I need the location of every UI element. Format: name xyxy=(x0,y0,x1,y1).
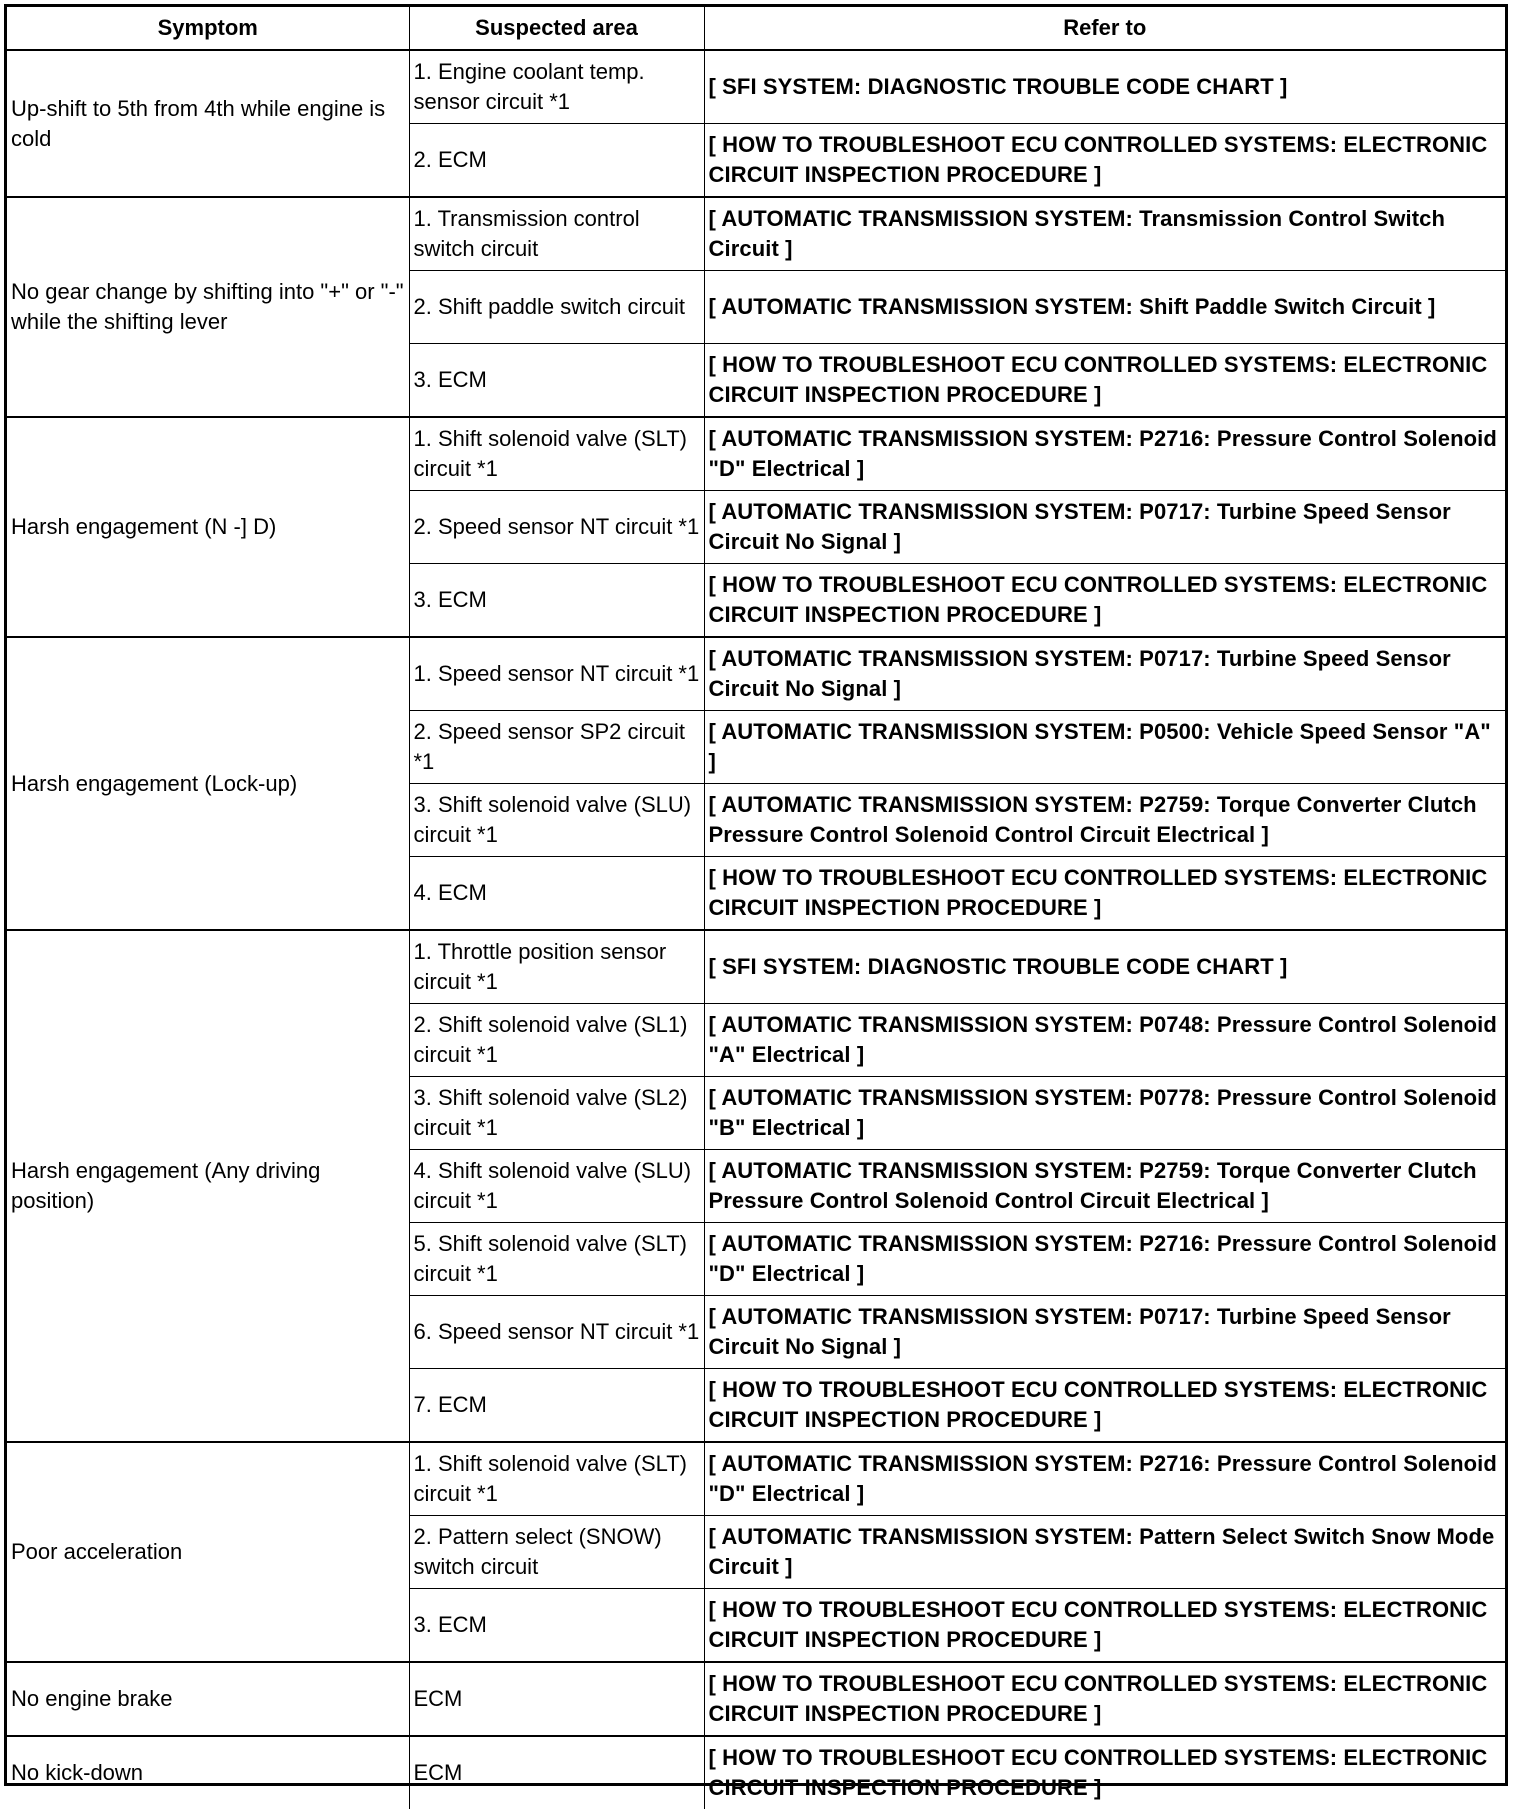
suspected-area-cell: 2. Shift solenoid valve (SL1) circuit *1 xyxy=(409,1004,704,1077)
table-row xyxy=(7,197,1505,271)
table-row xyxy=(7,1736,1505,1809)
refer-to-link[interactable]: [ HOW TO TROUBLESHOOT ECU CONTROLLED SYSTEMS: ELECTRONIC CIRCUIT INSPECTION PROCEDURE ] xyxy=(704,1589,1505,1663)
refer-to-link[interactable]: [ AUTOMATIC TRANSMISSION SYSTEM: P2759: Torque Converter Clutch Pressure Control Solenoid Control Circuit Electrical ] xyxy=(704,1150,1505,1223)
table-row xyxy=(7,1442,1505,1516)
suspected-area-cell: ECM xyxy=(409,1736,704,1809)
suspected-area-cell: 2. ECM xyxy=(409,124,704,198)
suspected-area-cell: 4. Shift solenoid valve (SLU) circuit *1 xyxy=(409,1150,704,1223)
refer-to-link[interactable]: [ HOW TO TROUBLESHOOT ECU CONTROLLED SYSTEMS: ELECTRONIC CIRCUIT INSPECTION PROCEDURE ] xyxy=(704,1662,1505,1736)
problem-symptoms-table-frame xyxy=(4,4,1508,1800)
suspected-area-cell: 2. Pattern select (SNOW) switch circuit xyxy=(409,1516,704,1589)
refer-to-link[interactable]: [ HOW TO TROUBLESHOOT ECU CONTROLLED SYSTEMS: ELECTRONIC CIRCUIT INSPECTION PROCEDURE ] xyxy=(704,124,1505,198)
refer-to-link[interactable]: [ AUTOMATIC TRANSMISSION SYSTEM: P0717: Turbine Speed Sensor Circuit No Signal ] xyxy=(704,491,1505,564)
suspected-area-cell: 2. Speed sensor NT circuit *1 xyxy=(409,491,704,564)
suspected-area-cell: 1. Throttle position sensor circuit *1 xyxy=(409,930,704,1004)
suspected-area-cell: 3. ECM xyxy=(409,564,704,638)
suspected-area-cell: 5. Shift solenoid valve (SLT) circuit *1 xyxy=(409,1223,704,1296)
refer-to-link[interactable]: [ AUTOMATIC TRANSMISSION SYSTEM: Pattern Select Switch Snow Mode Circuit ] xyxy=(704,1516,1505,1589)
table-header-row xyxy=(7,7,1505,50)
symptom-cell: Harsh engagement (N -] D) xyxy=(7,417,409,637)
suspected-area-cell: 2. Shift paddle switch circuit xyxy=(409,271,704,344)
refer-to-link[interactable]: [ SFI SYSTEM: DIAGNOSTIC TROUBLE CODE CHART ] xyxy=(704,930,1505,1004)
suspected-area-cell: 2. Speed sensor SP2 circuit *1 xyxy=(409,711,704,784)
refer-to-link[interactable]: [ AUTOMATIC TRANSMISSION SYSTEM: P0778: Pressure Control Solenoid "B" Electrical ] xyxy=(704,1077,1505,1150)
symptom-cell: Poor acceleration xyxy=(7,1442,409,1662)
header-refer-to: Refer to xyxy=(704,7,1505,50)
suspected-area-cell: 3. Shift solenoid valve (SL2) circuit *1 xyxy=(409,1077,704,1150)
table-row xyxy=(7,930,1505,1004)
refer-to-link[interactable]: [ AUTOMATIC TRANSMISSION SYSTEM: P0717: Turbine Speed Sensor Circuit No Signal ] xyxy=(704,1296,1505,1369)
refer-to-link[interactable]: [ AUTOMATIC TRANSMISSION SYSTEM: P2759: Torque Converter Clutch Pressure Control Solenoid Control Circuit Electrical ] xyxy=(704,784,1505,857)
header-suspected-area: Suspected area xyxy=(409,7,704,50)
suspected-area-cell: 1. Engine coolant temp. sensor circuit *1 xyxy=(409,50,704,124)
refer-to-link[interactable]: [ HOW TO TROUBLESHOOT ECU CONTROLLED SYSTEMS: ELECTRONIC CIRCUIT INSPECTION PROCEDURE ] xyxy=(704,1369,1505,1443)
refer-to-link[interactable]: [ HOW TO TROUBLESHOOT ECU CONTROLLED SYSTEMS: ELECTRONIC CIRCUIT INSPECTION PROCEDURE ] xyxy=(704,344,1505,418)
symptom-cell: Harsh engagement (Lock-up) xyxy=(7,637,409,930)
header-symptom: Symptom xyxy=(7,7,409,50)
symptom-cell: Up-shift to 5th from 4th while engine is cold xyxy=(7,50,409,197)
table-row xyxy=(7,417,1505,491)
refer-to-link[interactable]: [ AUTOMATIC TRANSMISSION SYSTEM: P0748: Pressure Control Solenoid "A" Electrical ] xyxy=(704,1004,1505,1077)
refer-to-link[interactable]: [ HOW TO TROUBLESHOOT ECU CONTROLLED SYSTEMS: ELECTRONIC CIRCUIT INSPECTION PROCEDURE ] xyxy=(704,564,1505,638)
refer-to-link[interactable]: [ SFI SYSTEM: DIAGNOSTIC TROUBLE CODE CHART ] xyxy=(704,50,1505,124)
symptom-cell: No engine brake xyxy=(7,1662,409,1736)
table-body xyxy=(7,50,1505,1809)
suspected-area-cell: 3. ECM xyxy=(409,344,704,418)
refer-to-link[interactable]: [ HOW TO TROUBLESHOOT ECU CONTROLLED SYSTEMS: ELECTRONIC CIRCUIT INSPECTION PROCEDURE ] xyxy=(704,857,1505,931)
refer-to-link[interactable]: [ AUTOMATIC TRANSMISSION SYSTEM: P2716: Pressure Control Solenoid "D" Electrical ] xyxy=(704,1223,1505,1296)
refer-to-link[interactable]: [ AUTOMATIC TRANSMISSION SYSTEM: P2716: Pressure Control Solenoid "D" Electrical ] xyxy=(704,417,1505,491)
problem-symptoms-table xyxy=(7,7,1505,1809)
refer-to-link[interactable]: [ AUTOMATIC TRANSMISSION SYSTEM: Transmission Control Switch Circuit ] xyxy=(704,197,1505,271)
refer-to-link[interactable]: [ AUTOMATIC TRANSMISSION SYSTEM: P2716: Pressure Control Solenoid "D" Electrical ] xyxy=(704,1442,1505,1516)
suspected-area-cell: 1. Speed sensor NT circuit *1 xyxy=(409,637,704,711)
refer-to-link[interactable]: [ AUTOMATIC TRANSMISSION SYSTEM: P0717: Turbine Speed Sensor Circuit No Signal ] xyxy=(704,637,1505,711)
refer-to-link[interactable]: [ AUTOMATIC TRANSMISSION SYSTEM: P0500: Vehicle Speed Sensor "A" ] xyxy=(704,711,1505,784)
table-row xyxy=(7,637,1505,711)
refer-to-link[interactable]: [ HOW TO TROUBLESHOOT ECU CONTROLLED SYSTEMS: ELECTRONIC CIRCUIT INSPECTION PROCEDURE ] xyxy=(704,1736,1505,1809)
suspected-area-cell: 1. Transmission control switch circuit xyxy=(409,197,704,271)
suspected-area-cell: 7. ECM xyxy=(409,1369,704,1443)
suspected-area-cell: 3. ECM xyxy=(409,1589,704,1663)
table-row xyxy=(7,50,1505,124)
refer-to-link[interactable]: [ AUTOMATIC TRANSMISSION SYSTEM: Shift Paddle Switch Circuit ] xyxy=(704,271,1505,344)
symptom-cell: Harsh engagement (Any driving position) xyxy=(7,930,409,1442)
table-row xyxy=(7,1662,1505,1736)
suspected-area-cell: ECM xyxy=(409,1662,704,1736)
symptom-cell: No gear change by shifting into "+" or "-" while the shifting lever xyxy=(7,197,409,417)
suspected-area-cell: 4. ECM xyxy=(409,857,704,931)
suspected-area-cell: 6. Speed sensor NT circuit *1 xyxy=(409,1296,704,1369)
suspected-area-cell: 1. Shift solenoid valve (SLT) circuit *1 xyxy=(409,1442,704,1516)
suspected-area-cell: 3. Shift solenoid valve (SLU) circuit *1 xyxy=(409,784,704,857)
symptom-cell: No kick-down xyxy=(7,1736,409,1809)
suspected-area-cell: 1. Shift solenoid valve (SLT) circuit *1 xyxy=(409,417,704,491)
